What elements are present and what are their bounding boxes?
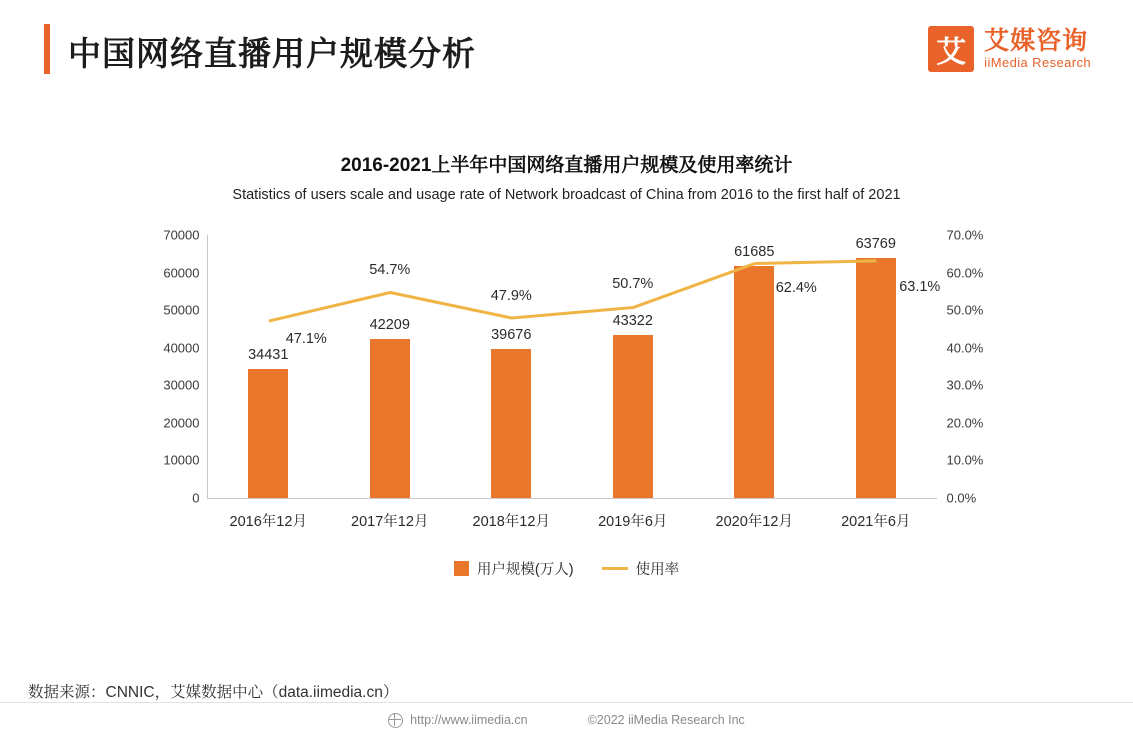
chart-plot bbox=[67, 217, 1067, 547]
bar-value-label: 43322 bbox=[612, 313, 653, 330]
footer-website[interactable] bbox=[388, 713, 527, 728]
data-source-note: 数据来源：CNNIC，艾媒数据中心（data.iimedia.cn） bbox=[28, 684, 399, 701]
line-value-label: 50.7% bbox=[612, 275, 654, 292]
legend-swatch-bar-icon bbox=[454, 561, 469, 576]
y2-axis-tick: 20.0% bbox=[946, 415, 984, 431]
line-value-label: 62.4% bbox=[775, 279, 817, 296]
legend-item-bar[interactable] bbox=[454, 558, 574, 579]
chart-axes bbox=[163, 227, 984, 530]
brand-logo bbox=[928, 26, 1091, 72]
x-axis-tick: 2017年12月 bbox=[351, 514, 429, 530]
y2-axis-tick: 50.0% bbox=[946, 302, 984, 318]
legend-label-line: 使用率 bbox=[635, 562, 680, 578]
title-accent-bar bbox=[44, 24, 50, 74]
y2-axis-tick: 70.0% bbox=[946, 227, 984, 243]
logo-text bbox=[984, 27, 1091, 71]
y-axis-tick: 40000 bbox=[163, 340, 200, 356]
y-axis-tick: 30000 bbox=[163, 377, 200, 393]
x-axis-tick: 2021年6月 bbox=[841, 514, 911, 530]
y2-axis-tick: 0.0% bbox=[946, 490, 977, 506]
footer-copyright: ©2022 iiMedia Research Inc bbox=[587, 713, 745, 727]
y2-axis-tick: 40.0% bbox=[946, 340, 984, 356]
logo-mark-icon: 艾 bbox=[928, 26, 974, 72]
footer-url-text: http://www.iimedia.cn bbox=[410, 713, 528, 727]
chart-container bbox=[0, 150, 1133, 630]
chart-legend bbox=[0, 558, 1133, 579]
chart-series-line bbox=[208, 235, 937, 498]
y-axis-tick: 20000 bbox=[163, 415, 200, 431]
x-axis-tick: 2020年12月 bbox=[715, 514, 793, 530]
y-axis-tick: 70000 bbox=[163, 227, 200, 243]
y2-axis-tick: 30.0% bbox=[946, 377, 984, 393]
bar-value-label: 61685 bbox=[734, 244, 775, 261]
bar-value-label: 42209 bbox=[369, 317, 410, 334]
globe-icon bbox=[388, 713, 403, 728]
line-value-label: 54.7% bbox=[369, 262, 411, 279]
logo-title-en: iiMedia Research bbox=[984, 54, 1091, 70]
x-axis-tick: 2018年12月 bbox=[472, 514, 550, 530]
logo-title-cn: 艾媒咨询 bbox=[984, 27, 1089, 56]
legend-label-bar: 用户规模(万人) bbox=[476, 562, 574, 578]
y2-axis-tick: 10.0% bbox=[946, 452, 984, 468]
bar-value-label: 39676 bbox=[491, 326, 532, 343]
bar-value-label: 34431 bbox=[248, 346, 289, 363]
page-title: 中国网络直播用户规模分析 bbox=[68, 35, 476, 72]
line-value-label: 63.1% bbox=[899, 278, 941, 295]
page-header bbox=[0, 0, 1133, 110]
bar-value-label: 63769 bbox=[855, 236, 896, 253]
y-axis-tick: 10000 bbox=[163, 452, 200, 468]
x-axis-tick: 2019年6月 bbox=[598, 514, 668, 530]
legend-item-line[interactable] bbox=[602, 558, 680, 579]
y2-axis-tick: 60.0% bbox=[946, 265, 984, 281]
line-value-label: 47.9% bbox=[490, 288, 532, 305]
y-axis-tick: 0 bbox=[192, 490, 200, 506]
x-axis-tick: 2016年12月 bbox=[229, 514, 307, 530]
line-value-label: 47.1% bbox=[285, 331, 327, 348]
legend-swatch-line-icon bbox=[602, 567, 628, 570]
chart-title: 2016-2021上半年中国网络直播用户规模及使用率统计 bbox=[340, 155, 793, 176]
chart-subtitle: Statistics of users scale and usage rate of Network broadcast of China from 2016 to the first half of 2021 bbox=[232, 187, 901, 203]
y-axis-tick: 60000 bbox=[163, 265, 200, 281]
footer-bar bbox=[0, 702, 1133, 737]
y-axis-tick: 50000 bbox=[163, 302, 200, 318]
